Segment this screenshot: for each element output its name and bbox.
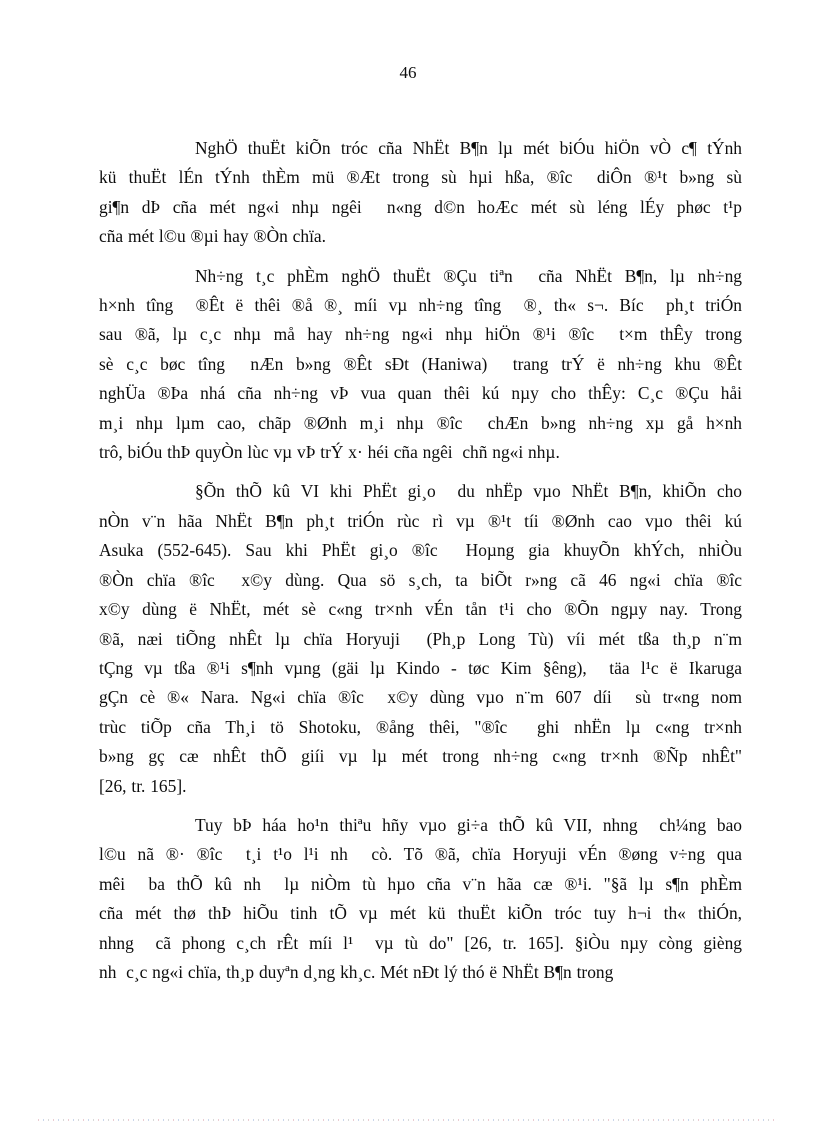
paragraph [99,262,742,468]
text-line: ®ã, næi tiÕng nhÊt lµ chïa Horyuji (Ph¸p Long Tù) víi mét tßa th¸p n¨m [99,628,742,649]
text-line: cña mét l©u ®µi hay ®Òn chïa. [99,226,326,247]
text-line: gÇn cè ®« Nara. Ng«i chïa ®îc x©y dùng vµo n¨m 607 díi sù tr«ng nom [99,687,742,708]
text-line: mêi ba thÕ kû nh lµ niÒm tù hµo cña v¨n hãa cæ ®¹i. "§ã lµ s¶n phÈm [99,873,742,894]
text-line: sè c¸c bøc tîng nÆn b»ng ®Êt sÐt (Haniwa) trang trÝ ë nh÷ng khu ®Êt [99,353,742,374]
text-line: h×nh tîng ®Êt ë thêi ®å ®¸ míi vµ nh÷ng tîng ®¸ th« s¬. Bíc ph¸t triÓn [99,295,742,316]
text-line: nÒn v¨n hãa NhËt B¶n ph¸t triÓn rùc rì vµ ®¹t tíi ®Ønh cao vµo thêi kú [99,510,742,531]
text-line: ®Òn chïa ®îc x©y dùng. Qua sö s¸ch, ta biÕt r»ng cã 46 ng«i chïa ®îc [99,569,742,590]
paragraph [99,477,742,800]
text-line: trô, biÓu thÞ quyÒn lùc vµ vÞ trÝ x· héi cña ngêi chñ ng«i nhµ. [99,442,560,463]
text-line: kü thuËt lÉn tÝnh thÈm mü ®Æt trong sù hµi hßa, ®îc diÔn ®¹t b»ng sù [99,167,742,188]
text-line: gi¶n dÞ cña mét ng«i nhµ ngêi n«ng d©n hoÆc mét sù léng lÉy phøc t¹p [99,196,742,217]
paragraph [99,811,742,987]
page-content [99,134,742,997]
text-line: tÇng vµ tßa ®¹i s¶nh vµng (gäi lµ Kindo - tøc Kim §êng), täa l¹c ë Ikaruga [99,657,742,678]
paragraph [99,134,742,252]
text-line: cña mét thø thÞ hiÕu tinh tÕ vµ mét kü thuËt kiÕn tróc tuy h¬i th« thiÓn, [99,903,742,924]
text-line: nhng cã phong c¸ch rÊt míi l¹ vµ tù do" [26, tr. 165]. §iÒu nµy còng gièng [99,932,742,953]
text-line: nh c¸c ng«i chïa, th¸p duyªn d¸ng kh¸c. Mét nÐt lý thó ë NhËt B¶n trong [99,961,614,982]
text-line: [26, tr. 165]. [99,775,187,796]
text-line: trùc tiÕp cña Th¸i tö Shotoku, ®ång thêi, "®îc ghi nhËn lµ c«ng tr×nh [99,716,742,737]
text-line: l©u nã ®· ®îc t¸i t¹o l¹i nh cò. Tõ ®ã, chïa Horyuji vÉn ®øng v÷ng qua [99,844,742,865]
page-number: 46 [399,63,417,82]
text-line: Tuy bÞ háa ho¹n thiªu hñy vµo gi÷a thÕ kû VII, nhng ch¼ng bao [195,814,742,835]
text-line: Nh÷ng t¸c phÈm nghÖ thuËt ®Çu tiªn cña NhËt B¶n, lµ nh÷ng [195,265,742,286]
text-line: nghÜa ®Þa nhá cña nh÷ng vÞ vua quan thêi kú nµy cho thÊy: C¸c ®Çu håi [99,383,742,404]
text-line: NghÖ thuËt kiÕn tróc cña NhËt B¶n lµ mét biÓu hiÖn vÒ c¶ tÝnh [195,138,742,158]
text-line: Asuka (552-645). Sau khi PhËt gi¸o ®îc Hoµng gia khuyÕn khÝch, nhiÒu [99,540,742,561]
text-line: §Õn thÕ kû VI khi PhËt gi¸o du nhËp vµo NhËt B¶n, khiÕn cho [195,481,742,502]
text-line: x©y dùng ë NhËt, mét sè c«ng tr×nh vÉn tån t¹i cho ®Õn ngµy nay. Trong [99,599,742,620]
page-bottom-edge [38,1119,778,1121]
text-line: b»ng gç cæ nhÊt thÕ giíi vµ lµ mét trong nh÷ng c«ng tr×nh ®Ñp nhÊt" [99,746,742,767]
text-line: m¸i nhµ lµm cao, chãp ®Ønh m¸i nhµ ®îc chÆn b»ng nh÷ng xµ gå h×nh [99,412,742,433]
text-line: sau ®ã, lµ c¸c nhµ må hay nh÷ng ng«i nhµ hiÖn ®¹i ®îc t×m thÊy trong [99,324,742,345]
